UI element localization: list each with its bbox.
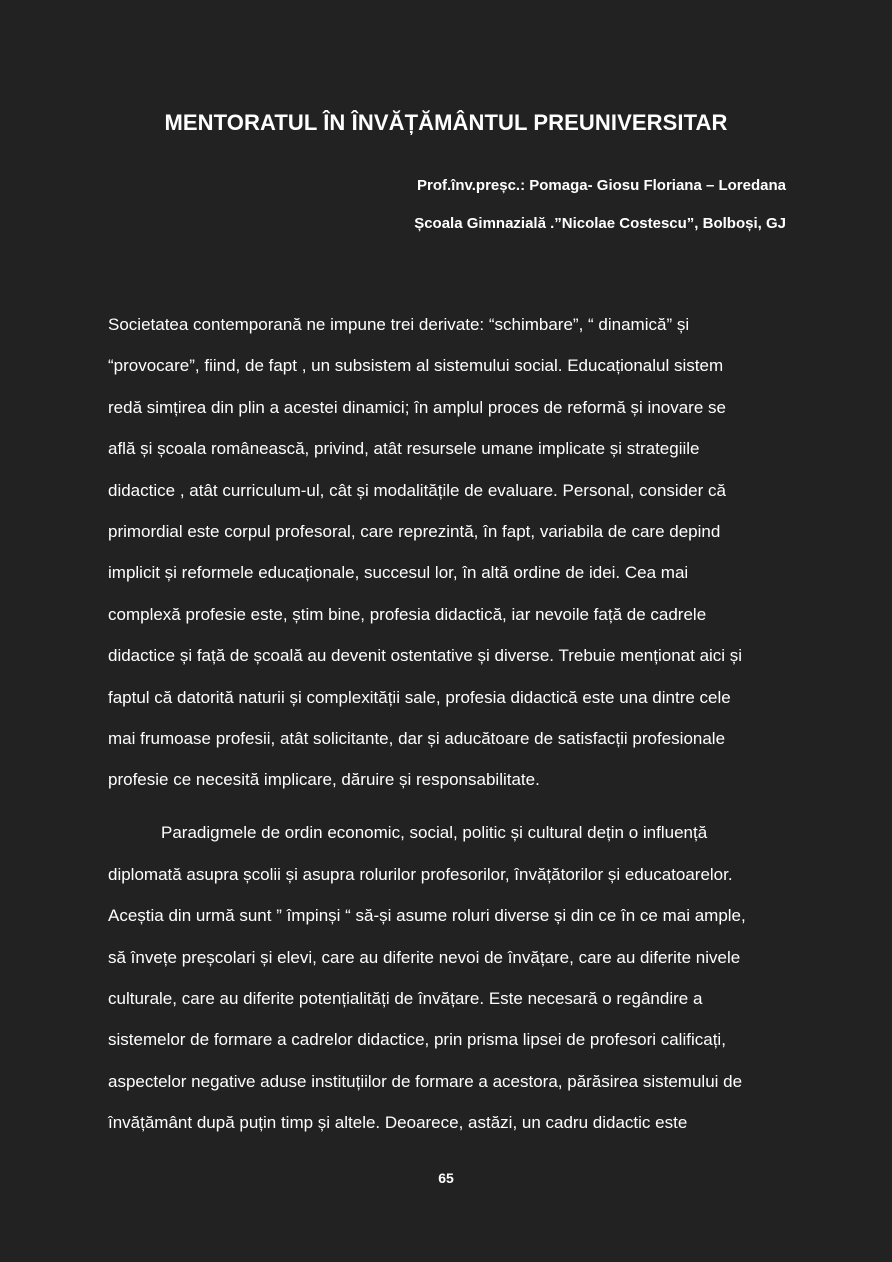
paragraph-line: diplomată asupra școlii și asupra rolurilor profesorilor, învățătorilor și educatoarelor. [108, 865, 733, 884]
paragraph-line: Societatea contemporană ne impune trei derivate: “schimbare”, “ dinamică” și [108, 315, 690, 334]
document-title: MENTORATUL ÎN ÎNVĂȚĂMÂNTUL PREUNIVERSITAR [164, 110, 728, 135]
author-name: Prof.înv.preșc.: Pomaga- Giosu Floriana – Loredana [417, 177, 786, 194]
paragraph-line: profesie ce necesită implicare, dăruire și responsabilitate. [108, 770, 540, 789]
paragraph-line: să învețe preșcolari și elevi, care au diferite nevoi de învățare, care au diferite nivele [108, 948, 741, 967]
paragraph-line: “provocare”, fiind, de fapt , un subsistem al sistemului social. Educaționalul sistem [108, 356, 724, 375]
page-number: 65 [438, 1170, 454, 1186]
paragraph-line: sistemelor de formare a cadrelor didactice, prin prisma lipsei de profesori calificați, [108, 1030, 726, 1049]
paragraph-line: Aceștia din urmă sunt ” împinși “ să-și asume roluri diverse și din ce în ce mai ample, [108, 906, 746, 925]
paragraph-line: didactice , atât curriculum-ul, cât și modalitățile de evaluare. Personal, consider că [108, 481, 726, 500]
author-school: Școala Gimnazială .”Nicolae Costescu”, Bolboși, GJ [414, 215, 786, 232]
paragraph-line: redă simțirea din plin a acestei dinamici; în amplul proces de reformă și inovare se [108, 398, 726, 417]
paragraph-line: Paradigmele de ordin economic, social, politic și cultural dețin o influență [161, 823, 708, 842]
paragraph-line: aspectelor negative aduse instituțiilor de formare a acestora, părăsirea sistemului de [108, 1072, 743, 1091]
paragraph-line: didactice și față de școală au devenit ostentative și diverse. Trebuie menționat aici și [108, 646, 743, 665]
paragraph-line: primordial este corpul profesoral, care reprezintă, în fapt, variabila de care depind [108, 522, 721, 541]
paragraph-line: complexă profesie este, știm bine, profesia didactică, iar nevoile față de cadrele [108, 605, 707, 624]
paragraph-line: faptul că datorită naturii și complexității sale, profesia didactică este una dintre cele [108, 688, 731, 707]
paragraph-line: culturale, care au diferite potențialități de învățare. Este necesară o regândire a [108, 989, 703, 1008]
paragraph-line: află și școala românească, privind, atât resursele umane implicate și strategiile [108, 439, 700, 458]
paragraph-line: implicit și reformele educaționale, succesul lor, în altă ordine de idei. Cea mai [108, 563, 689, 582]
paragraph-line: învățământ după puțin timp și altele. Deoarece, astăzi, un cadru didactic este [108, 1113, 688, 1132]
paragraph-line: mai frumoase profesii, atât solicitante, dar și aducătoare de satisfacții profesionale [108, 729, 726, 748]
